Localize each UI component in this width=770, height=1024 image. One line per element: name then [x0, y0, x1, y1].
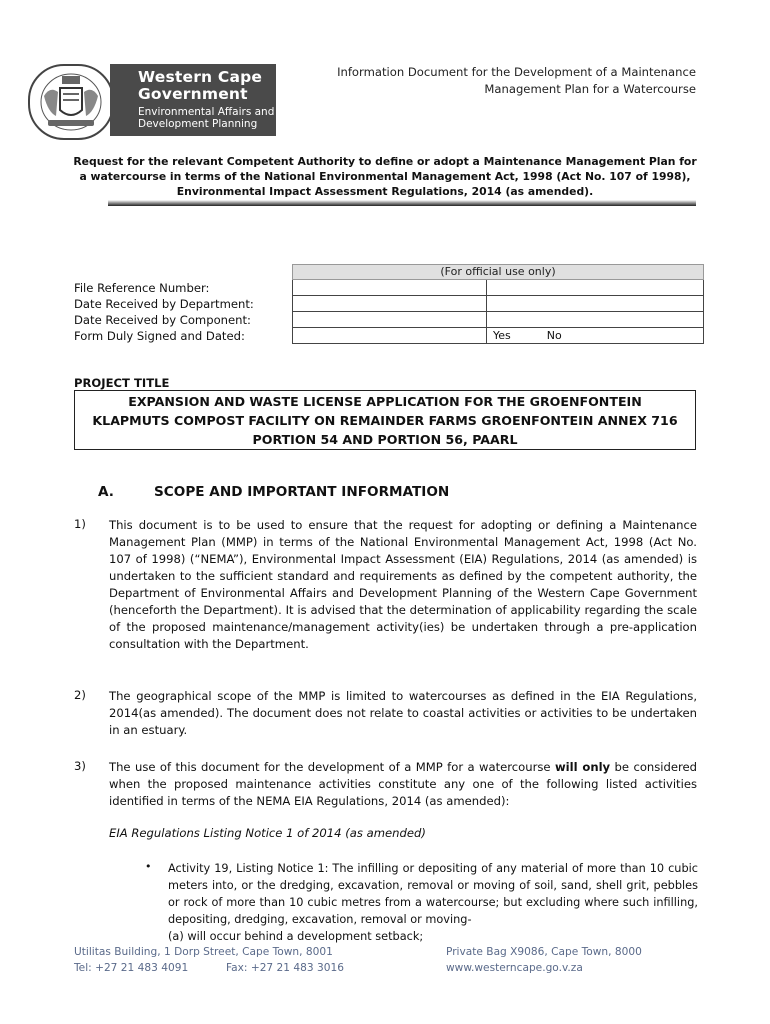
footer-website-link[interactable]: www.westerncape.go.v.za	[446, 962, 583, 974]
signed-dated-row	[292, 328, 704, 344]
paragraph-number: 2)	[74, 688, 86, 702]
official-use-labels	[74, 280, 254, 344]
date-department-row	[292, 296, 704, 312]
project-title-line-3: PORTION 54 AND PORTION 56, PAARL	[252, 432, 518, 447]
paragraph-number: 3)	[74, 759, 86, 773]
paragraph-2: The geographical scope of the MMP is limited to watercourses as defined in the EIA Regulations, 2014(as amended). The document does not relate to coastal activities or activities to be undertaken in an estuary.	[109, 689, 697, 737]
project-title-line-2: KLAPMUTS COMPOST FACILITY ON REMAINDER FARMS GROENFONTEIN ANNEX 716	[92, 413, 678, 428]
footer-private-bag: Private Bag X9086, Cape Town, 8000	[446, 946, 642, 958]
paragraph-3-emphasis: will only	[554, 760, 611, 774]
listing-notice-heading: EIA Regulations Listing Notice 1 of 2014 (as amended)	[109, 826, 426, 840]
request-statement: Request for the relevant Competent Authority to define or adopt a Maintenance Management Plan for a watercourse in terms of the National Environmental Management Act, 1998 (Act No. 107 of 1998), Environmental Impact Assessment Regulations, 2014 (as amended).	[73, 155, 697, 198]
footer-address: Utilitas Building, 1 Dorp Street, Cape Town, 8001	[74, 946, 333, 958]
footer-fax: Fax: +27 21 483 3016	[226, 962, 344, 974]
date-component-field[interactable]	[293, 312, 487, 327]
official-use-heading: (For official use only)	[292, 264, 704, 280]
section-title: SCOPE AND IMPORTANT INFORMATION	[154, 484, 450, 500]
project-title-label: PROJECT TITLE	[74, 376, 170, 390]
header-line-2: Management Plan for a Watercourse	[484, 82, 696, 96]
paragraph-1: This document is to be used to ensure that the request for adopting or defining a Maintenance Management Plan (MMP) in terms of the National Environmental Management Act, 1998 (Act No. 107 of 1998) (“NEMA”), Environmental Impact Assessment (EIA) Regulations, 2014 (as amended) is undertaken to the sufficient standard and requirements as defined by the competent authority, the Department of Environmental Affairs and Development Planning of the Western Cape Government (henceforth the Department). It is advised that the determination of applicability regarding the scale of the proposed maintenance/management activity(ies) be undertaken through a pre-application consultation with the Department.	[109, 518, 697, 651]
header-divider	[108, 200, 696, 206]
project-title-box	[74, 390, 696, 450]
government-logo	[28, 64, 276, 136]
date-department-field[interactable]	[293, 296, 487, 311]
logo-line-1: Western Cape	[138, 68, 263, 86]
official-use-table	[292, 264, 704, 344]
header-line-1: Information Document for the Development of a Maintenance	[337, 65, 696, 79]
logo-line-3: Environmental Affairs and	[138, 106, 275, 118]
footer-tel: Tel: +27 21 483 4091	[74, 962, 189, 974]
paragraph-number: 1)	[74, 517, 86, 531]
paragraph-3-text-before: The use of this document for the development of a MMP for a watercourse	[109, 760, 555, 774]
activity-19-text: Activity 19, Listing Notice 1: The infilling or depositing of any material of more than 10 cubic meters into, or the dredging, excavation, removal or moving of soil, sand, shell grit, pebbles or rock of more than 10 cubic metres from a watercourse; but excluding where such infilling, depositing, dredging, excavation, removal or moving-	[168, 862, 698, 926]
activity-19-item	[168, 860, 698, 945]
date-department-label: Date Received by Department:	[74, 297, 254, 311]
signed-dated-label: Form Duly Signed and Dated:	[74, 329, 245, 343]
file-reference-field[interactable]	[293, 280, 487, 295]
activity-19-sub-a: (a) will occur behind a development setback;	[168, 930, 424, 943]
date-component-row	[292, 312, 704, 328]
project-title-line-1: EXPANSION AND WASTE LICENSE APPLICATION FOR THE GROENFONTEIN	[128, 394, 642, 409]
paragraph-3-text-after: be considered when the proposed maintenance activities constitute any one of the following listed activities identified in terms of the NEMA EIA Regulations, 2014 (as amended):	[109, 760, 698, 808]
coat-of-arms-icon	[28, 64, 114, 140]
document-header	[266, 64, 696, 98]
paragraph-3	[109, 759, 697, 810]
yes-option[interactable]: Yes	[493, 329, 511, 342]
date-component-label: Date Received by Component:	[74, 313, 251, 327]
file-reference-label: File Reference Number:	[74, 281, 210, 295]
logo-wordmark	[110, 64, 276, 136]
bullet-icon: •	[145, 860, 152, 873]
file-reference-row	[292, 280, 704, 296]
logo-line-4: Development Planning	[138, 118, 258, 130]
signed-dated-field[interactable]	[293, 328, 487, 343]
section-letter: A.	[98, 484, 114, 500]
logo-line-2: Government	[138, 85, 248, 103]
no-option[interactable]: No	[546, 329, 562, 342]
